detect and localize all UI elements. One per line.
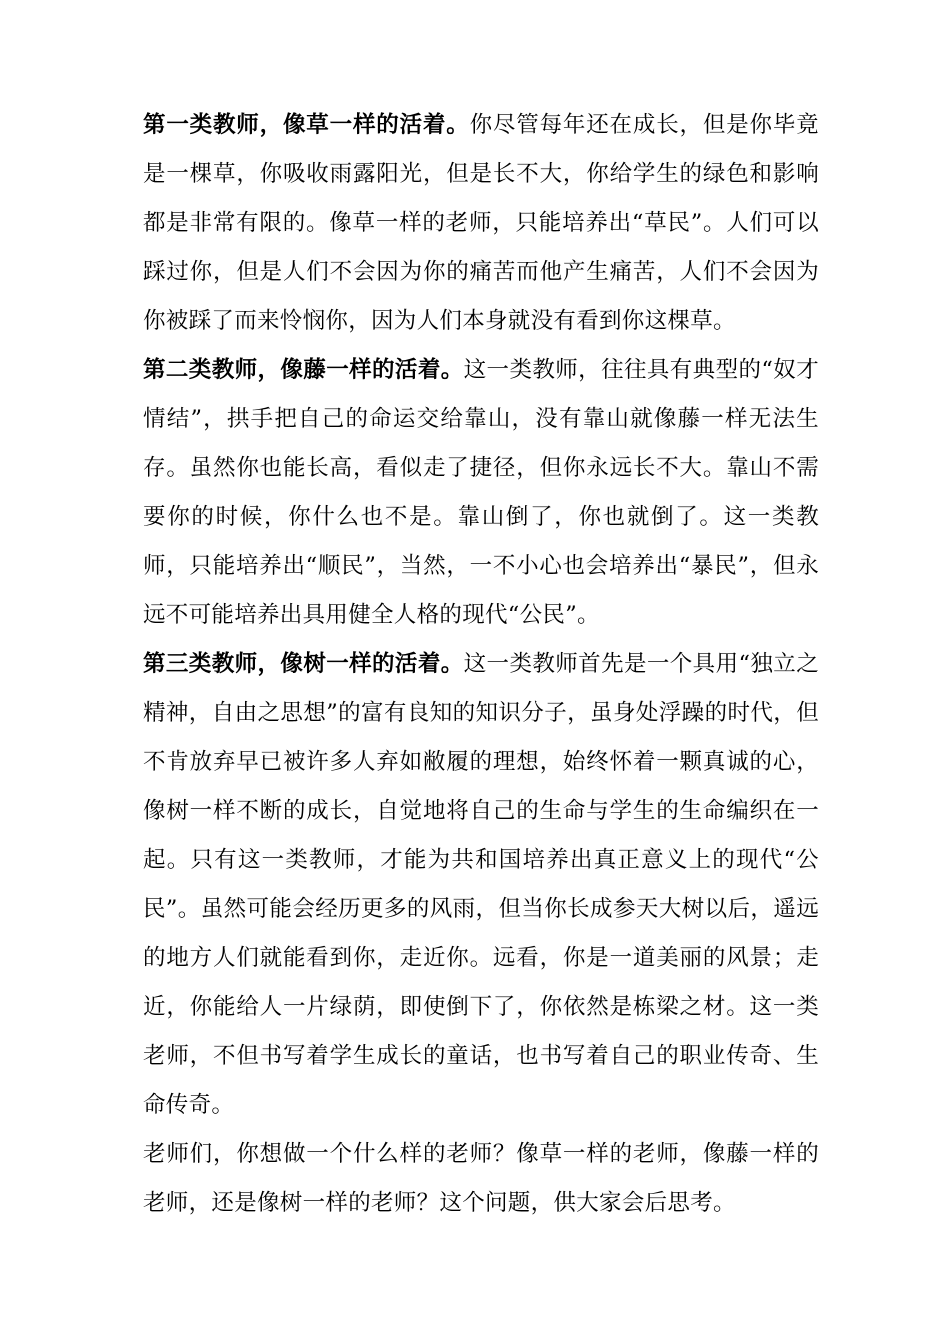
paragraph-body: 老师们，你想做一个什么样的老师？像草一样的老师，像藤一样的老师，还是像树一样的老师？这个问题，供大家会后思考。: [143, 1141, 819, 1216]
paragraph-heading: 第二类教师，像藤一样的活着。: [143, 357, 464, 383]
paragraph-heading: 第一类教师，像草一样的活着。: [143, 112, 470, 138]
paragraph-closing-question: [143, 1130, 819, 1228]
document-page: [143, 101, 819, 1228]
paragraph-tree-teacher: [143, 640, 819, 1130]
paragraph-heading: 第三类教师，像树一样的活着。: [143, 651, 464, 677]
paragraph-body: 这一类教师，往往具有典型的“奴才情结”，拱手把自己的命运交给靠山，没有靠山就像藤一样无法生存。虽然你也能长高，看似走了捷径，但你永远长不大。靠山不需要你的时候，你什么也不是。靠山倒了，你也就倒了。这一类教师，只能培养出“顺民”，当然，一不小心也会培养出“暴民”，但永远不可能培养出具用健全人格的现代“公民”。: [143, 357, 820, 628]
paragraph-body: 这一类教师首先是一个具用“独立之精神，自由之思想”的富有良知的知识分子，虽身处浮躁的时代，但不肯放弃早已被许多人弃如敝履的理想，始终怀着一颗真诚的心，像树一样不断的成长，自觉地将自己的生命与学生的生命编织在一起。只有这一类教师，才能为共和国培养出真正意义上的现代“公民”。虽然可能会经历更多的风雨，但当你长成参天大树以后，遥远的地方人们就能看到你，走近你。远看，你是一道美丽的风景；走近，你能给人一片绿荫，即使倒下了，你依然是栋梁之材。这一类老师，不但书写着学生成长的童话，也书写着自己的职业传奇、生命传奇。: [143, 651, 820, 1118]
paragraph-body: 你尽管每年还在成长，但是你毕竟是一棵草，你吸收雨露阳光，但是长不大，你给学生的绿色和影响都是非常有限的。像草一样的老师，只能培养出“草民”。人们可以踩过你，但是人们不会因为你的痛苦而他产生痛苦，人们不会因为你被踩了而来怜悯你，因为人们本身就没有看到你这棵草。: [143, 112, 819, 334]
paragraph-vine-teacher: [143, 346, 819, 640]
paragraph-grass-teacher: [143, 101, 819, 346]
